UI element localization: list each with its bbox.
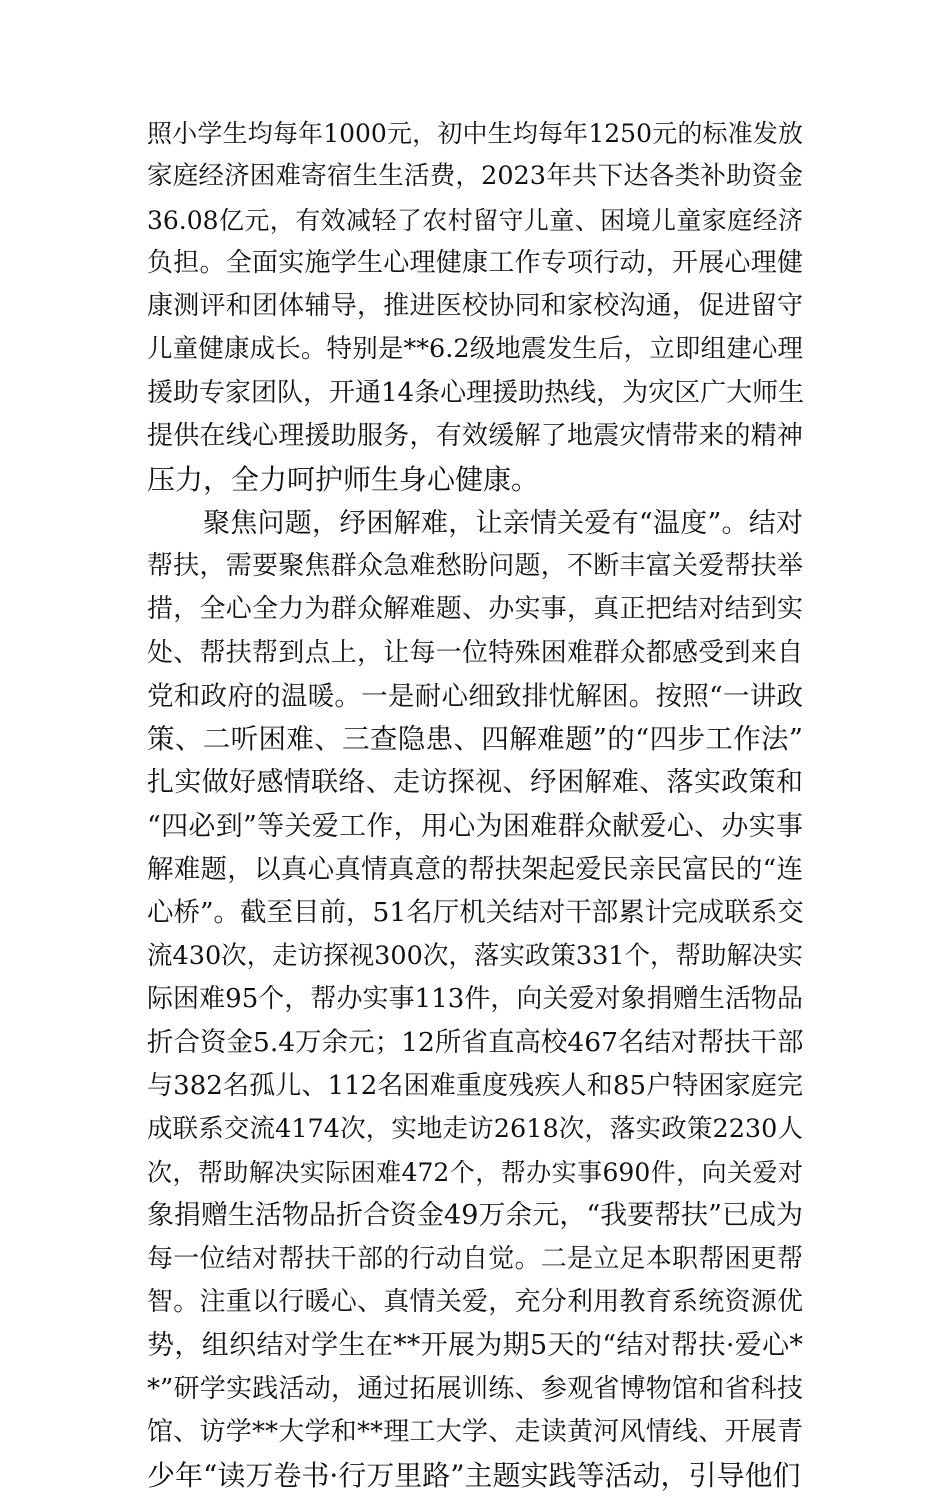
text-line: 流430次，走访探视300次，落实政策331个，帮助解决实 xyxy=(147,940,804,971)
text-line: 扎实做好感情联络、走访探视、纾困解难、落实政策和 xyxy=(147,767,803,799)
text-line: 智。注重以行暖心、真情关爱，充分利用教育系统资源优 xyxy=(147,1287,803,1318)
text-line: 际困难95个，帮办实事113件，向关爱对象捐赠生活物品 xyxy=(147,983,803,1014)
paragraph xyxy=(147,112,803,502)
text-line: 康测评和团体辅导，推进医校协同和家校沟通，促进留守 xyxy=(147,291,803,322)
text-line: 负担。全面实施学生心理健康工作专项行动，开展心理健 xyxy=(147,247,803,278)
text-line: 馆、访学**大学和**理工大学、走读黄河风情线、开展青 xyxy=(147,1416,803,1447)
text-line: 象捐赠生活物品折合资金49万余元，“我要帮扶”已成为 xyxy=(147,1200,803,1232)
text-line: 少年“读万卷书·行万里路”主题实践等活动，引导他们 xyxy=(147,1459,801,1493)
text-line: 帮扶，需要聚焦群众急难愁盼问题，不断丰富关爱帮扶举 xyxy=(147,550,803,581)
text-line: *”研学实践活动，通过拓展训练、参观省博物馆和省科技 xyxy=(147,1373,803,1404)
text-line: 次，帮助解决实际困难472个，帮办实事690件，向关爱对 xyxy=(147,1158,803,1188)
text-line: 策、二听困难、三查隐患、四解难题”的“四步工作法” xyxy=(147,723,803,756)
text-line: 心桥”。截至目前，51名厅机关结对干部累计完成联系交 xyxy=(147,897,804,929)
text-line: 援助专家团队，开通14条心理援助热线，为灾区广大师生 xyxy=(147,377,805,408)
text-line: “四必到”等关爱工作，用心为困难群众献爱心、办实事 xyxy=(147,810,803,842)
document-body xyxy=(147,112,803,1498)
text-line: 措，全心全力为群众解难题、办实事，真正把结对结到实 xyxy=(147,594,803,625)
text-line: 36.08亿元，有效减轻了农村留守儿童、困境儿童家庭经济 xyxy=(147,205,803,235)
text-line: 聚焦问题，纾困解难，让亲情关爱有“温度”。结对 xyxy=(203,507,803,539)
text-line: 处、帮扶帮到点上，让每一位特殊困难群众都感受到来自 xyxy=(147,637,803,668)
text-line: 每一位结对帮扶干部的行动自觉。二是立足本职帮困更帮 xyxy=(147,1243,803,1274)
text-line: 势，组织结对学生在**开展为期5天的“结对帮扶·爱心* xyxy=(147,1330,803,1362)
paragraph xyxy=(147,502,803,1498)
text-line: 压力，全力呵护师生身心健康。 xyxy=(147,463,540,497)
text-line: 家庭经济困难寄宿生生活费，2023年共下达各类补助资金 xyxy=(147,161,803,192)
text-line: 党和政府的温暖。一是耐心细致排忧解困。按照“一讲政 xyxy=(147,680,803,712)
text-line: 成联系交流4174次，实地走访2618次，落实政策2230人 xyxy=(147,1113,803,1144)
text-line: 与382名孤儿、112名困难重度残疾人和85户特困家庭完 xyxy=(147,1070,803,1101)
text-line: 解难题，以真心真情真意的帮扶架起爱民亲民富民的“连 xyxy=(147,854,803,886)
text-line: 折合资金5.4万余元；12所省直高校467名结对帮扶干部 xyxy=(147,1027,804,1059)
text-line: 儿童健康成长。特别是**6.2级地震发生后，立即组建心理 xyxy=(147,334,803,365)
text-line: 照小学生均每年1000元，初中生均每年1250元的标准发放 xyxy=(147,119,803,148)
text-line: 提供在线心理援助服务，有效缓解了地震灾情带来的精神 xyxy=(147,421,803,452)
